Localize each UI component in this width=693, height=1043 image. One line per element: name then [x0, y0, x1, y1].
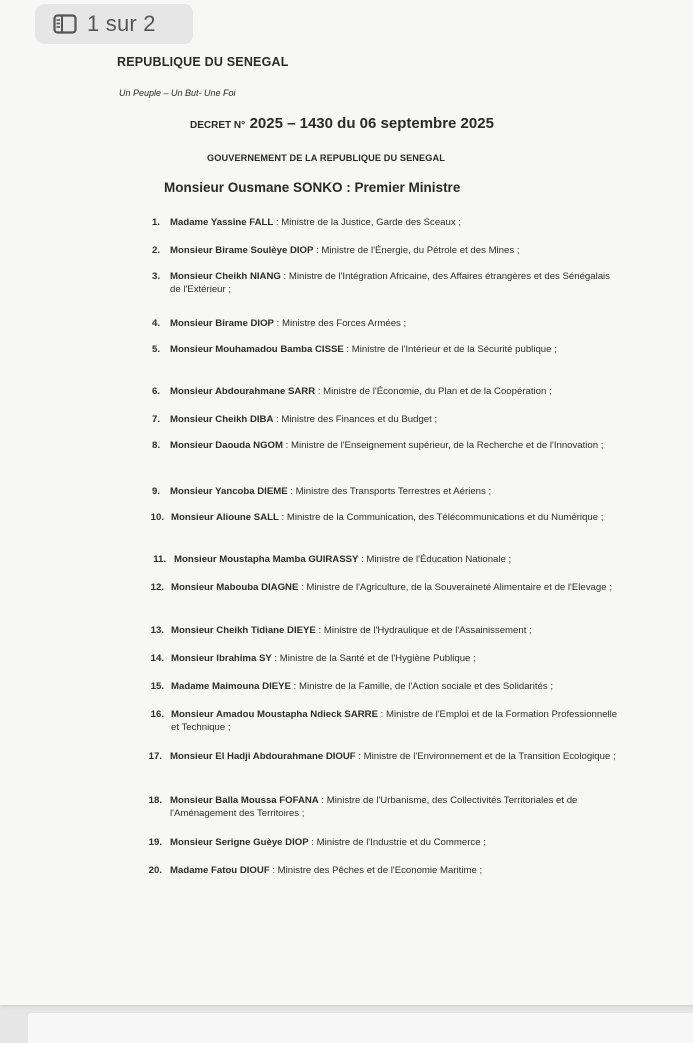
minister-number: 5. [151, 344, 160, 355]
minister-name: Monsieur Birame Soulèye DIOP [170, 245, 314, 256]
minister-role: : Ministre de l'Industrie et du Commerce ; [308, 837, 486, 848]
minister-number: 16. [150, 709, 164, 720]
minister-number: 15. [150, 681, 164, 692]
minister-role: : Ministre de l'Enseignement supérieur, de la Recherche et de l'Innovation ; [283, 440, 604, 451]
minister-role: : Ministre de l'Emploi et de la Formation Professionnelle et Technique ; [171, 709, 618, 733]
minister-number: 6. [151, 386, 160, 397]
minister-text [170, 317, 622, 330]
minister-role: : Ministre des Forces Armées ; [273, 318, 407, 329]
minister-name: Monsieur Yancoba DIEME [170, 486, 288, 497]
minister-text [170, 216, 622, 229]
minister-number: 18. [148, 795, 162, 806]
national-motto: Un Peuple – Un But- Une Foi [119, 88, 236, 98]
minister-number: 14. [150, 653, 164, 664]
minister-name: Monsieur El Hadji Abdourahmane DIOUF [170, 751, 356, 762]
minister-text [171, 511, 622, 524]
minister-number: 19. [148, 837, 162, 848]
minister-number: 11. [153, 554, 166, 565]
minister-role: : Ministre des Pêches et de l'Economie Maritime ; [269, 865, 483, 876]
minister-role: : Ministre de l'Agriculture, de la Souveraineté Alimentaire et de l'Elevage ; [298, 582, 612, 593]
minister-role: : Ministre de la Famille, de l'Action sociale et des Solidarités ; [290, 681, 553, 692]
minister-role: : Ministre de l'Énergie, du Pétrole et des Mines ; [313, 245, 520, 256]
minister-name: Monsieur Balla Moussa FOFANA [170, 795, 319, 806]
minister-number: 13. [150, 625, 164, 636]
minister-number: 1. [151, 217, 160, 228]
minister-role: : Ministre de la Justice, Garde des Sceaux ; [273, 217, 461, 228]
minister-name: Monsieur Mouhamadou Bamba CISSE [170, 344, 344, 355]
minister-number: 12. [150, 582, 164, 593]
page-indicator-label: 1 sur 2 [87, 11, 156, 36]
minister-name: Monsieur Cheikh NIANG [170, 271, 281, 282]
minister-name: Monsieur Alioune SALL [171, 512, 279, 523]
decree-heading [190, 115, 494, 133]
minister-name: Monsieur Abdourahmane SARR [170, 386, 316, 397]
minister-name: Monsieur Mabouba DIAGNE [171, 582, 299, 593]
minister-name: Monsieur Moustapha Mamba GUIRASSY [174, 554, 359, 565]
prime-minister: Monsieur Ousmane SONKO : Premier Ministre [164, 180, 461, 195]
minister-text [170, 439, 622, 452]
minister-text [170, 794, 622, 820]
minister-role: : Ministre de la Communication, des Télécommunications et du Numérique ; [278, 512, 604, 523]
minister-number: 4. [151, 318, 160, 329]
minister-text [170, 864, 622, 877]
minister-text [174, 553, 622, 566]
minister-text [170, 244, 622, 257]
minister-role: : Ministre de l'Hydraulique et de l'Assainissement ; [315, 625, 532, 636]
minister-number: 9. [151, 486, 160, 497]
next-page-edge[interactable] [28, 1013, 693, 1043]
minister-name: Monsieur Ibrahima SY [171, 653, 272, 664]
minister-text [170, 385, 622, 398]
decree-number: 2025 – 1430 du 06 septembre 2025 [249, 115, 494, 132]
minister-role: : Ministre de l'Économie, du Plan et de la Coopération ; [315, 386, 552, 397]
minister-text [171, 624, 622, 637]
minister-role: : Ministre de l'Éducation Nationale ; [358, 554, 512, 565]
minister-name: Madame Yassine FALL [170, 217, 274, 228]
minister-name: Madame Fatou DIOUF [170, 865, 270, 876]
minister-text [170, 750, 622, 763]
minister-text [170, 270, 622, 296]
minister-role: : Ministre de l'Intégration Africaine, des Affaires étrangères et des Sénégalais de l'Extérieur ; [170, 271, 610, 295]
minister-name: Monsieur Daouda NGOM [170, 440, 283, 451]
sidebar-panel-icon [53, 14, 77, 34]
minister-text [171, 652, 622, 665]
minister-text [170, 343, 622, 356]
minister-text [170, 836, 622, 849]
minister-text [170, 413, 622, 426]
decree-prefix: DECRET N° [190, 120, 246, 131]
minister-number: 3. [151, 271, 160, 282]
minister-number: 2. [151, 245, 160, 256]
minister-role: : Ministre de la Santé et de l'Hygiène Publique ; [271, 653, 476, 664]
minister-name: Monsieur Amadou Moustapha Ndieck SARRE [171, 709, 379, 720]
minister-number: 20. [148, 865, 162, 876]
minister-text [170, 485, 622, 498]
minister-role: : Ministre de l'Environnement et de la Transition Ecologique ; [355, 751, 616, 762]
minister-name: Monsieur Birame DIOP [170, 318, 274, 329]
page-indicator[interactable] [35, 4, 193, 44]
minister-text [171, 708, 622, 734]
minister-number: 7. [151, 414, 160, 425]
minister-role: : Ministre de l'Intérieur et de la Sécurité publique ; [343, 344, 557, 355]
minister-role: : Ministre des Transports Terrestres et Aériens ; [287, 486, 492, 497]
minister-role: : Ministre des Finances et du Budget ; [273, 414, 438, 425]
minister-name: Madame Maimouna DIEYE [171, 681, 291, 692]
minister-name: Monsieur Serigne Guèye DIOP [170, 837, 309, 848]
minister-number: 17. [148, 751, 162, 762]
minister-text [171, 680, 622, 693]
government-title: GOUVERNEMENT DE LA REPUBLIQUE DU SENEGAL [207, 153, 445, 163]
minister-number: 10. [150, 512, 164, 523]
country-name: REPUBLIQUE DU SENEGAL [117, 55, 289, 69]
minister-name: Monsieur Cheikh Tidiane DIEYE [171, 625, 316, 636]
minister-role: : Ministre de l'Urbanisme, des Collectivités Territoriales et de l'Aménagement des Territoires ; [170, 795, 578, 819]
minister-name: Monsieur Cheikh DIBA [170, 414, 274, 425]
minister-number: 8. [151, 440, 160, 451]
minister-text [171, 581, 622, 594]
